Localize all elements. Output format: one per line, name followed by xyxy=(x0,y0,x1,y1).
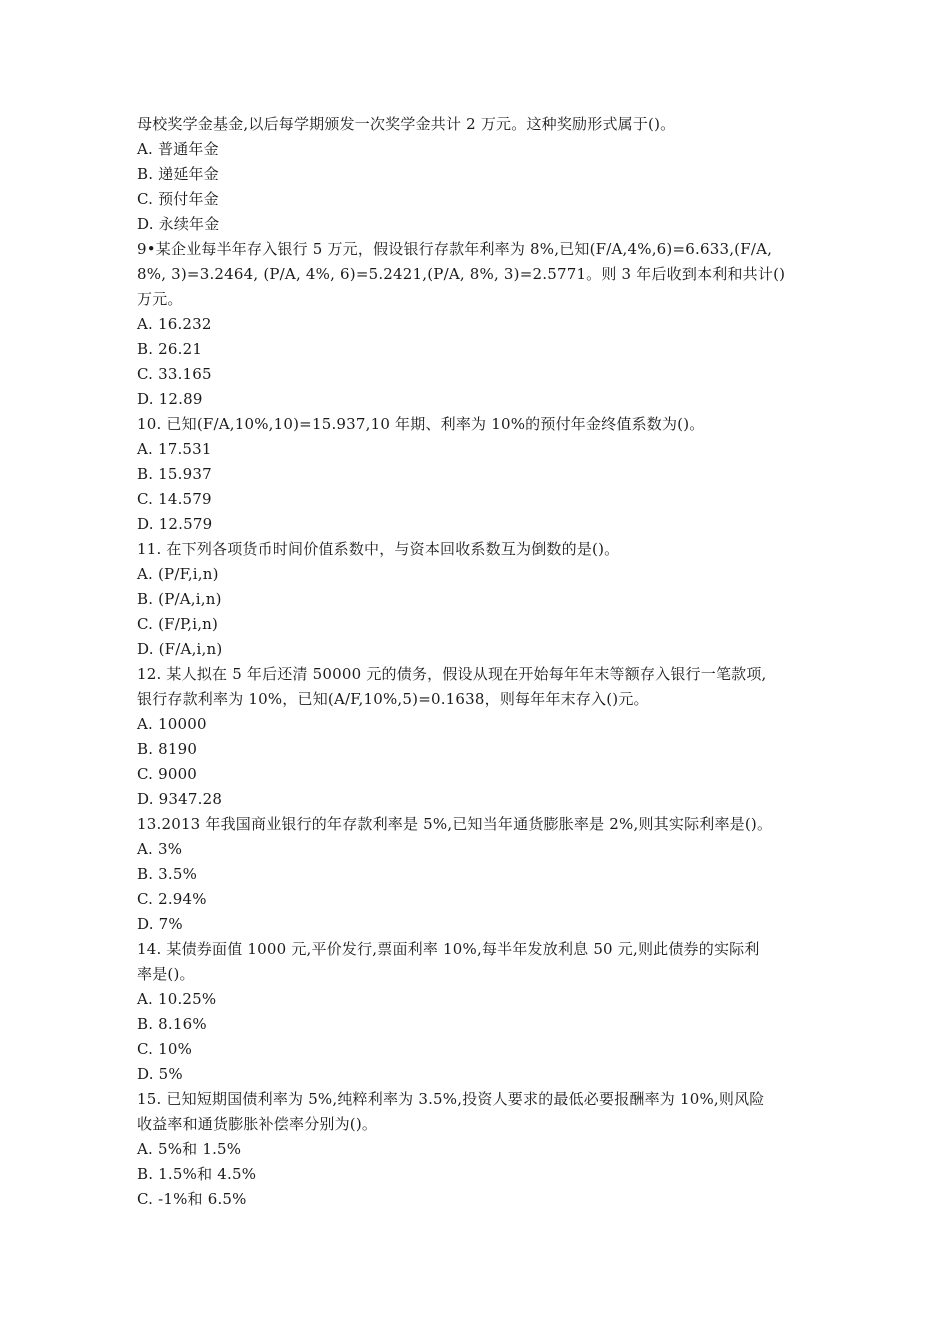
document-body xyxy=(137,112,827,1212)
question-13-text: 13.2013 年我国商业银行的年存款利率是 5%,已知当年通货膨胀率是 2%,则其实际利率是()。 xyxy=(137,815,773,833)
option-a: A. 3% xyxy=(137,840,183,858)
option-a: A. (P/F,i,n) xyxy=(137,565,219,583)
option-d: D. 12.89 xyxy=(137,390,203,408)
option-a: A. 普通年金 xyxy=(137,140,219,158)
question-text: 母校奖学金基金,以后每学期颁发一次奖学金共计 2 万元。这种奖励形式属于()。 xyxy=(137,115,676,133)
option-c: C. -1%和 6.5% xyxy=(137,1190,247,1208)
option-c: C. (F/P,i,n) xyxy=(137,615,219,633)
option-d: D. (F/A,i,n) xyxy=(137,640,223,658)
option-a: A. 10000 xyxy=(137,715,207,733)
option-a: A. 5%和 1.5% xyxy=(137,1140,242,1158)
option-a: A. 17.531 xyxy=(137,440,212,458)
option-b: B. 8190 xyxy=(137,740,198,758)
option-d: D. 9347.28 xyxy=(137,790,223,808)
option-b: B. 递延年金 xyxy=(137,165,219,183)
option-c: C. 预付年金 xyxy=(137,190,219,208)
option-b: B. (P/A,i,n) xyxy=(137,590,222,608)
option-a: A. 16.232 xyxy=(137,315,212,333)
option-b: B. 1.5%和 4.5% xyxy=(137,1165,257,1183)
option-c: C. 14.579 xyxy=(137,490,212,508)
option-d: D. 7% xyxy=(137,915,183,933)
option-b: B. 26.21 xyxy=(137,340,203,358)
option-d: D. 5% xyxy=(137,1065,183,1083)
question-9-text: 9•某企业每半年存入银行 5 万元，假设银行存款年利率为 8%,已知(F/A,4%,6)=6.633,(F/A, xyxy=(137,240,773,258)
option-a: A. 10.25% xyxy=(137,990,217,1008)
question-9-text: 万元。 xyxy=(137,290,183,308)
option-b: B. 8.16% xyxy=(137,1015,207,1033)
option-d: D. 永续年金 xyxy=(137,215,220,233)
question-14-text: 率是()。 xyxy=(137,965,195,983)
question-12-text: 12. 某人拟在 5 年后还清 50000 元的债务，假设从现在开始每年年末等额存入银行一笔款项, xyxy=(137,665,767,683)
question-12-text: 银行存款利率为 10%，已知(A/F,10%,5)=0.1638，则每年年末存入()元。 xyxy=(137,690,649,708)
question-9-text: 8%, 3)=3.2464, (P/A, 4%, 6)=5.2421,(P/A, 8%, 3)=2.5771。则 3 年后收到本利和共计() xyxy=(137,265,786,283)
option-c: C. 2.94% xyxy=(137,890,207,908)
option-c: C. 33.165 xyxy=(137,365,212,383)
option-b: B. 15.937 xyxy=(137,465,212,483)
question-14-text: 14. 某债券面值 1000 元,平价发行,票面利率 10%,每半年发放利息 50 元,则此债券的实际利 xyxy=(137,940,760,958)
option-d: D. 12.579 xyxy=(137,515,213,533)
question-15-text: 15. 已知短期国债利率为 5%,纯粹利率为 3.5%,投资人要求的最低必要报酬率为 10%,则风险 xyxy=(137,1090,765,1108)
question-10-text: 10. 已知(F/A,10%,10)=15.937,10 年期、利率为 10%的预付年金终值系数为()。 xyxy=(137,415,705,433)
question-11-text: 11. 在下列各项货币时间价值系数中，与资本回收系数互为倒数的是()。 xyxy=(137,540,620,558)
question-15-text: 收益率和通货膨胀补偿率分别为()。 xyxy=(137,1115,378,1133)
option-b: B. 3.5% xyxy=(137,865,198,883)
option-c: C. 9000 xyxy=(137,765,198,783)
option-c: C. 10% xyxy=(137,1040,193,1058)
